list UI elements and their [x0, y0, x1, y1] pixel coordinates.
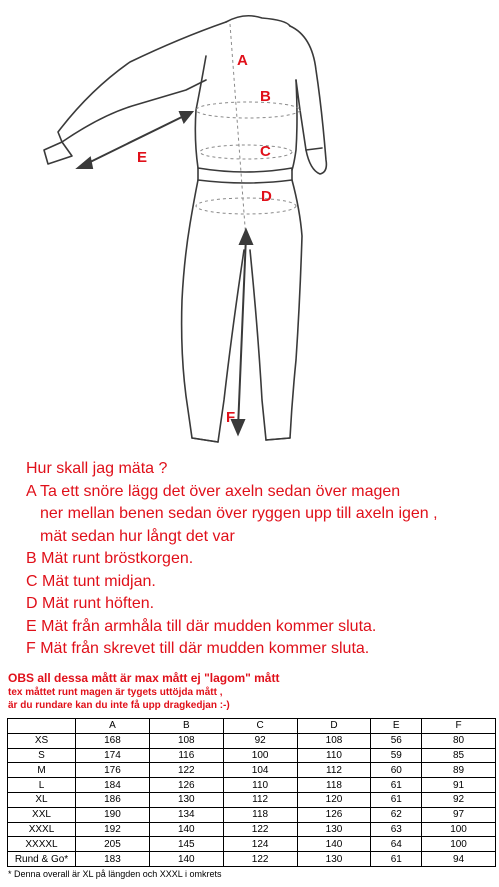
- instruction-a-line2: ner mellan benen sedan över ryggen upp till axeln igen ,: [40, 505, 438, 522]
- size-label-cell: XXXXL: [8, 837, 76, 852]
- table-row: [8, 852, 496, 867]
- measurement-cell: 56: [371, 733, 422, 748]
- measurement-cell: 92: [422, 792, 496, 807]
- arrow-e-head-right: [180, 112, 192, 122]
- measurement-cell: 97: [422, 807, 496, 822]
- size-label-cell: XXXL: [8, 822, 76, 837]
- measurement-cell: 64: [371, 837, 422, 852]
- measurement-cell: 192: [76, 822, 150, 837]
- measurement-cell: 100: [223, 748, 297, 763]
- measurement-cell: 108: [149, 733, 223, 748]
- measurement-cell: 80: [422, 733, 496, 748]
- label-c: C: [260, 143, 271, 160]
- measurement-cell: 118: [223, 807, 297, 822]
- measurement-cell: 89: [422, 763, 496, 778]
- arrow-e-head-left: [78, 158, 92, 168]
- measurement-cell: 140: [149, 852, 223, 867]
- measurement-cell: 140: [149, 822, 223, 837]
- guide-d: [196, 198, 296, 214]
- measurement-cell: 118: [297, 778, 371, 793]
- instruction-a-line3: mät sedan hur långt det var: [40, 527, 235, 545]
- arrow-e: [82, 114, 188, 166]
- label-e: E: [137, 149, 148, 166]
- table-row: [8, 748, 496, 763]
- left-leg-line: [182, 180, 244, 442]
- header-cell: E: [371, 719, 422, 734]
- instruction-a-line1: A Ta ett snöre lägg det över axeln sedan över magen: [26, 482, 401, 500]
- table-row: [8, 763, 496, 778]
- instruction-c: C Mät tunt midjan.: [26, 572, 156, 590]
- table-row: [8, 837, 496, 852]
- measurement-cell: 183: [76, 852, 150, 867]
- measurement-cell: 122: [149, 763, 223, 778]
- header-cell: [8, 719, 76, 734]
- left-ankle-line: [192, 438, 218, 442]
- measurement-cell: 100: [422, 837, 496, 852]
- measurement-cell: 126: [149, 778, 223, 793]
- arrow-f-head-top: [240, 230, 252, 244]
- measurement-cell: 110: [297, 748, 371, 763]
- measurement-cell: 130: [297, 852, 371, 867]
- measurement-cell: 134: [149, 807, 223, 822]
- guide-b: [196, 102, 300, 118]
- measurement-cell: 91: [422, 778, 496, 793]
- right-cuff-line: [306, 148, 322, 150]
- instruction-d: D Mät runt höften.: [26, 595, 155, 612]
- table-row: [8, 792, 496, 807]
- measurement-cell: 122: [223, 822, 297, 837]
- measurement-cell: 130: [297, 822, 371, 837]
- table-row: [8, 778, 496, 793]
- measurement-cell: 116: [149, 748, 223, 763]
- measurement-cell: 61: [371, 852, 422, 867]
- header-cell: A: [76, 719, 150, 734]
- right-leg-line: [250, 180, 302, 440]
- size-label-cell: S: [8, 748, 76, 763]
- measurement-cell: 92: [223, 733, 297, 748]
- table-row: [8, 733, 496, 748]
- measurement-cell: 85: [422, 748, 496, 763]
- measurement-cell: 145: [149, 837, 223, 852]
- footnote: * Denna overall är XL på längden och XXXL i omkrets: [8, 869, 222, 879]
- header-cell: B: [149, 719, 223, 734]
- measurement-cell: 126: [297, 807, 371, 822]
- label-d: D: [261, 188, 272, 205]
- left-cuff-line: [44, 142, 72, 164]
- measurement-cell: 168: [76, 733, 150, 748]
- size-label-cell: Rund & Go*: [8, 852, 76, 867]
- measurement-cell: 108: [297, 733, 371, 748]
- measurement-cell: 140: [297, 837, 371, 852]
- measurement-cell: 61: [371, 778, 422, 793]
- torso-left-line: [195, 56, 206, 168]
- size-label-cell: L: [8, 778, 76, 793]
- table-body: [8, 733, 496, 866]
- measurement-cell: 62: [371, 807, 422, 822]
- measurement-cell: 110: [223, 778, 297, 793]
- size-table: [7, 718, 496, 867]
- measurement-cell: 112: [297, 763, 371, 778]
- table-header-row: [8, 719, 496, 734]
- measurement-cell: 176: [76, 763, 150, 778]
- obs-line2: tex måttet runt magen är tygets uttöjda mått ,: [8, 687, 223, 698]
- instruction-e: E Mät från armhåla till där mudden kommer sluta.: [26, 617, 377, 635]
- measurement-cell: 59: [371, 748, 422, 763]
- right-ankle-line: [266, 438, 290, 440]
- label-f: F: [226, 409, 236, 426]
- measurement-cell: 104: [223, 763, 297, 778]
- measurement-cell: 122: [223, 852, 297, 867]
- obs-line3: är du rundare kan du inte få upp dragkedjan :-): [8, 700, 230, 711]
- measurement-cell: 174: [76, 748, 150, 763]
- table-row: [8, 822, 496, 837]
- measurement-cell: 100: [422, 822, 496, 837]
- measurement-cell: 124: [223, 837, 297, 852]
- measurement-cell: 61: [371, 792, 422, 807]
- measurement-cell: 186: [76, 792, 150, 807]
- instruction-b: B Mät runt bröstkorgen.: [26, 550, 194, 567]
- measurement-cell: 63: [371, 822, 422, 837]
- table-row: [8, 807, 496, 822]
- measurement-cell: 190: [76, 807, 150, 822]
- measurement-cell: 60: [371, 763, 422, 778]
- header-cell: C: [223, 719, 297, 734]
- instructions-title: Hur skall jag mäta ?: [26, 460, 168, 477]
- header-cell: D: [297, 719, 371, 734]
- header-cell: F: [422, 719, 496, 734]
- guide-c: [200, 145, 292, 159]
- obs-line1: OBS all dessa mått är max mått ej "lagom" mått: [8, 671, 280, 685]
- size-label-cell: XL: [8, 792, 76, 807]
- size-label-cell: XS: [8, 733, 76, 748]
- measurement-cell: 205: [76, 837, 150, 852]
- measurement-cell: 94: [422, 852, 496, 867]
- size-label-cell: XXL: [8, 807, 76, 822]
- measurement-cell: 130: [149, 792, 223, 807]
- instruction-f: F Mät från skrevet till där mudden kommer sluta.: [26, 640, 370, 657]
- label-b: B: [260, 88, 271, 105]
- label-a: A: [237, 52, 248, 69]
- measuring-instructions: [26, 458, 496, 661]
- size-label-cell: M: [8, 763, 76, 778]
- obs-note: [8, 670, 488, 712]
- collar-line: [226, 16, 290, 26]
- measurement-cell: 120: [297, 792, 371, 807]
- waist-band-line: [198, 168, 292, 183]
- measurement-cell: 184: [76, 778, 150, 793]
- torso-right-line: [292, 80, 297, 170]
- measurement-cell: 112: [223, 792, 297, 807]
